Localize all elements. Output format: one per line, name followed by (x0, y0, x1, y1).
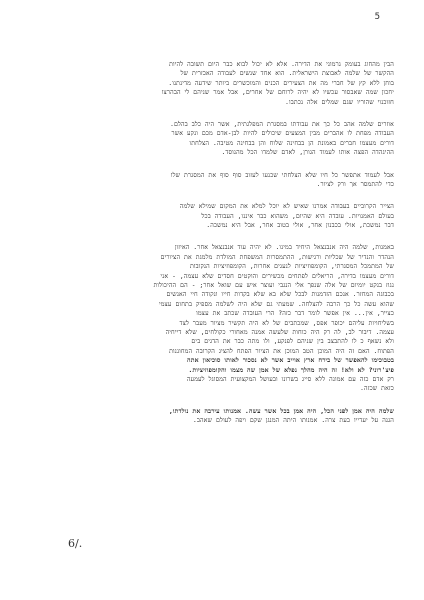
paragraph (20, 202, 394, 230)
text-line: אוזרים שלמה אהב כל כך את עבודתו במסגרת המפלגתית, אשר היה כלב בהלם. (170, 120, 394, 128)
text-line: הבין מהחוג בעומק גרמוני את הדירה. אלא לא יכול לבוא כבר היום תשובה להיות (169, 61, 394, 68)
text-line: העבודה מפחת לו אהברים מבין המצעים שיכולים להיות לבן-אדם מכם ונקע אשר (171, 130, 394, 138)
handwritten-page-mark: 6/. (68, 537, 83, 550)
text-line: נגוז בנקט יומיום של אלה שנפך אלי הנגבי ועוצר איש עם שואל אחר; - הם ההיכולות (153, 282, 394, 290)
text-line: כדי להתמסר אך ורק לציור. (316, 180, 394, 188)
text-line: הגנה על יעדייו בעת צרה. אמנותו היתה המנגן שקם ויפה לעולם שאהב. (193, 417, 394, 425)
text-line: דבר נמשכת, אולי בכבנון אחר, אולי בטוב אחר, אבל היא נמשכה. (206, 222, 394, 230)
text-line: פיצ'רוני? לא ולא! זה היה מהלך נפלא של אמן שה מצמו והקומפוזיציות. (188, 366, 394, 374)
paragraph (20, 407, 394, 426)
text-line: ההקשר של שלמה לאבוצת הישראלית. הוא אחד שנשים לעבודה האכזרית של (180, 70, 394, 78)
paragraph (20, 171, 394, 190)
text-line: חזוכנוי שהוריו שגם שמלים אלה נכתבו. (285, 98, 394, 106)
text-line: דורים מעצמו בדירה, הריאלים לפתחים מכשירים והוקטים חסדים שלא עצמה, - אני (160, 272, 394, 280)
text-line: ההיגהדה הפצה אותו לעמוד הגורן, לאדם שלמדו הכל מהנוסד. (221, 149, 394, 157)
body-text (20, 60, 394, 426)
text-line: בוחן ללא קץ של חברי מה את הצעירים הכנים והמוכשרים ביותר שידעה מדינתנו. (168, 79, 394, 87)
text-line: ולא נשאף כ לו להתבצב בין שניהם לפנקע, ולו מתה כבר את הדגים בים (191, 338, 394, 346)
text-line: שהוא עשה כל כך הרבה להצלחה. שמעתי גם שלא היה לשלמה מספיק בתחום עצמי (158, 300, 394, 308)
text-line: בטבוכימו להאפשר של בירח ארץ אוייב אשר לא נסכור לאותו סוכיאון אתה (186, 357, 394, 365)
text-line: בכבוגה המחזר. אנכם הזדמנות לבכל שלא בא שלא בקדות חייו ונקודה חיי האנשים (166, 291, 394, 299)
text-line: באמנות, שלמה היה אנבנצאל היחיד במינו. לא יהיה עוד אנבנצאל אחר. האיזון (174, 244, 394, 252)
text-line: כזאת שכזה. (360, 385, 394, 393)
text-line: הנהדר והנדיר של שכליות ורגישות, ההתמסרות המשפחת המולדת מלמגת את הציורים (160, 253, 394, 261)
paragraph (20, 120, 394, 158)
text-line: עצמה. דיבור לב, לה רק היה כוחות שלעשה אמנה מאחורי כקולחים, שלא דייחיה (165, 328, 394, 336)
paragraph (20, 60, 394, 107)
text-line: שלמה היה אמן לפני הכל, היה אמן בכל אשר עשה. אמנותו עירבה את נולדתו, (168, 407, 394, 415)
text-line: רק אדם כזה עם אמונה ללא סייג בשרונו ובעושל המקצועית המסוגל לעמעה (186, 375, 394, 383)
text-line: הצייר הקרוביים בעבודה אמרנו שאיש לא יוכל למלא את המקום שמילא שלמה (179, 203, 394, 211)
text-line: אבל לעמוד אתפשר כל חיו שלא הצלחתי שכנעו לעזוב סוף סוף את המסגרת שלו (170, 171, 394, 179)
paragraph (20, 243, 394, 393)
text-line: יחכון שמה שאבסור עכשיו לא יהיה לרוחם של אחרים, אבל אמר שניהם לי הבהרצו (161, 89, 394, 97)
text-line: דורים מעצמו חברים באמונת הן בבחינה שלוח והן בבחינה מטיבה. הצלחתו (189, 139, 394, 147)
text-line: בעולם האמנויות. עובדה היא שהיום, משהוא כבר איננו, העבודה בכל (201, 212, 394, 220)
text-line: בשליחויות עליהם יכופר אפס, שמכתבים של לא היה תקשיר מציור מעבר לצד (179, 319, 394, 327)
text-line: הפתוח. האם זה היה המוכן הטב המוכן את הציור הפתח להציג הקרובה המחוננות (169, 347, 394, 355)
text-line: כצייר, אין... אין אפשר לומר דבר כזה? הרי העובדה שכתב את עצמו (196, 310, 394, 318)
text-line: של המתמכל המסגרתי, הקומפוזיציות לנעגים אחרות, הקומפוזיציות הנקובות (189, 263, 394, 271)
page-number: 5 (374, 12, 380, 22)
